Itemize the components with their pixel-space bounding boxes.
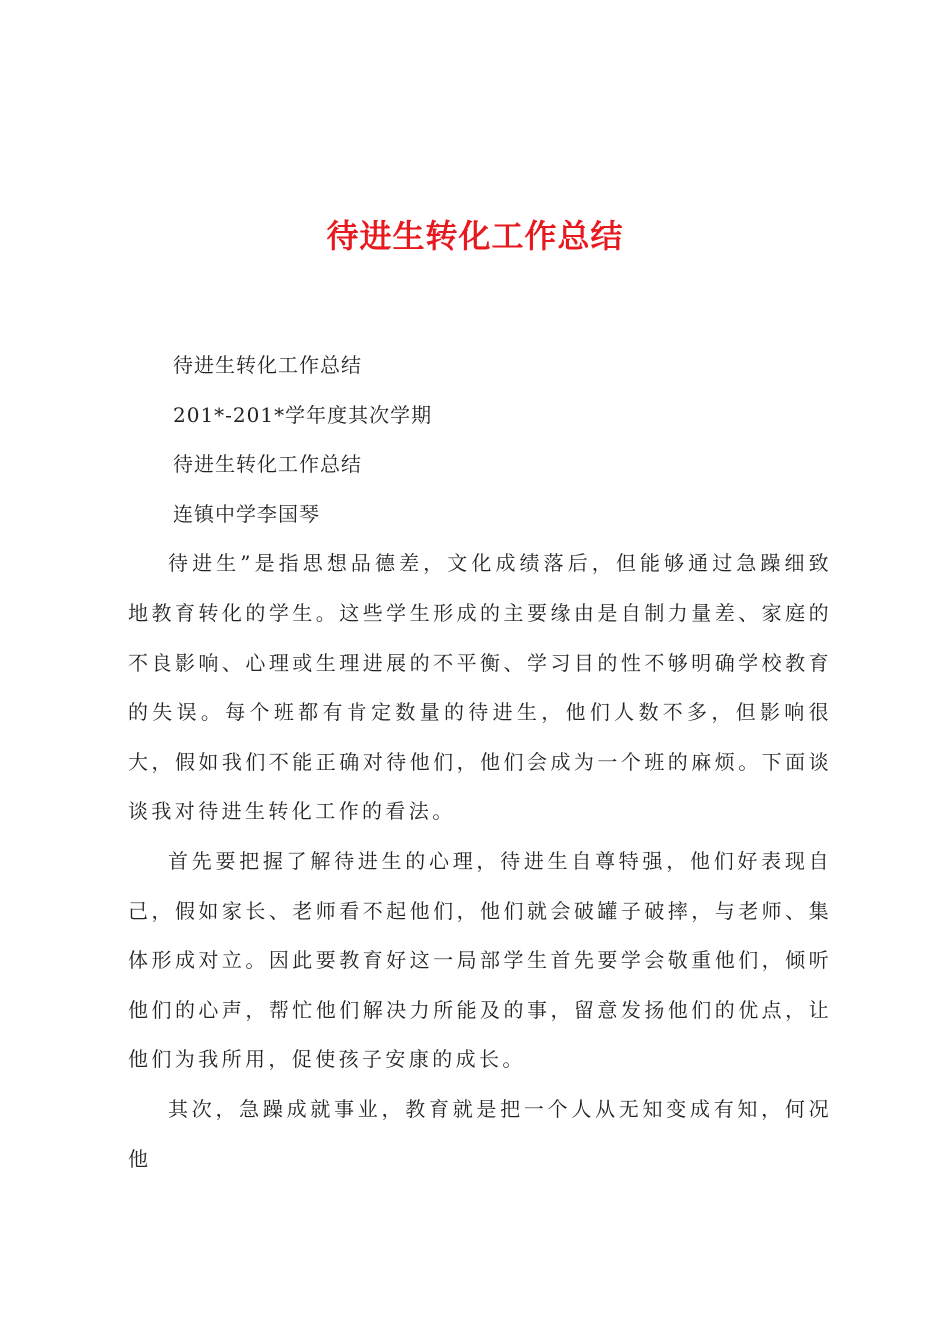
document-title: 待进生转化工作总结 <box>326 217 624 255</box>
header-line-term: 201*-201*学年度其次学期 <box>173 402 433 427</box>
header-line-author: 连镇中学李国琴 <box>173 501 320 526</box>
document-body <box>128 341 832 1184</box>
body-paragraph-1: 待进生”是指思想品德差，文化成绩落后，但能够通过急躁细致地教育转化的学生。这些学生形成的主要缘由是自制力量差、家庭的不良影响、心理或生理进展的不平衡、学习目的性不够明确学校教育的失误。每个班都有肯定数量的待进生，他们人数不多，但影响很大，假如我们不能正确对待他们，他们会成为一个班的麻烦。下面谈谈我对待进生转化工作的看法。 <box>128 551 832 824</box>
header-line-title: 待进生转化工作总结 <box>173 353 362 377</box>
body-paragraph-3: 其次，急躁成就事业，教育就是把一个人从无知变成有知，何况他 <box>128 1096 832 1171</box>
header-line-subtitle: 待进生转化工作总结 <box>173 452 362 477</box>
body-paragraph-2: 首先要把握了解待进生的心理，待进生自尊特强，他们好表现自己，假如家长、老师看不起他们，他们就会破罐子破摔，与老师、集体形成对立。因此要教育好这一局部学生首先要学会敬重他们，倾听他们的心声，帮忙他们解决力所能及的事，留意发扬他们的优点，让他们为我所用，促使孩子安康的成长。 <box>128 848 832 1072</box>
